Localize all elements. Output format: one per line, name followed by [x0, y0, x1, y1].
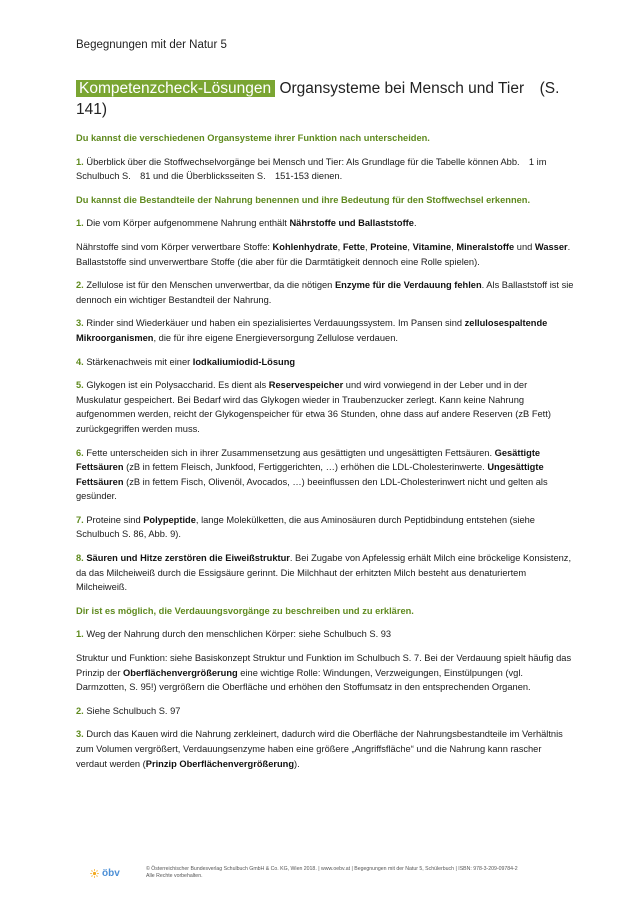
- logo-text: öbv: [102, 868, 120, 879]
- separator: .: [567, 241, 571, 252]
- answer-text: , lange Molekülketten, die aus Aminosäuren durch Peptidbindung entstehen (siehe Schulbuch S. 86, Abb. 9).: [76, 514, 535, 540]
- answer-text: Rinder sind Wiederkäuer und haben ein spezialisiertes Verdauungssystem. Im Pansen sind: [83, 318, 465, 329]
- answer-2-5: [76, 378, 574, 436]
- keyword: Wasser: [534, 241, 568, 252]
- answer-text: eine wichtige Rolle: Windungen, Verzweigungen, Einstülpungen (vgl. Darmzotten, S. 95!) vergrößern die Oberfläche und erhöhen den Stoffumsatz in den entsprechenden Organen.: [76, 667, 531, 693]
- answer-text: Stärkenachweis mit einer: [83, 356, 193, 367]
- item-number: 3.: [76, 318, 84, 329]
- item-number: 1.: [76, 156, 84, 167]
- section-heading-2: Du kannst die Bestandteile der Nahrung benennen und ihre Bedeutung für den Stoffwechsel erkennen.: [76, 194, 531, 205]
- answer-text: .: [413, 218, 417, 229]
- separator: ,: [337, 241, 343, 252]
- answer-text: Nährstoffe sind vom Körper verwertbare Stoffe:: [76, 241, 273, 252]
- answer-text: (zB in fettem Fleisch, Junkfood, Fertiggerichten, …) erhöhen die LDL-Cholesterinwerte.: [123, 462, 488, 473]
- separator: ,: [451, 241, 457, 252]
- separator: und: [514, 241, 535, 252]
- answer-text: Die vom Körper aufgenommene Nahrung enthält: [83, 218, 290, 229]
- answer-text: Durch das Kauen wird die Nahrung zerkleinert, dadurch wird die Oberfläche der Nahrungsbestandteile im Verhältnis zum Volumen vergrößert, Verdauungsenzyme haben eine größere „Angriffsfläche“ und die Nahrung kann rascher verdaut werden (: [76, 729, 563, 769]
- keyword: Kohlenhydrate: [272, 241, 338, 252]
- separator: ,: [407, 241, 413, 252]
- answer-2-1-nutrients: [76, 240, 574, 255]
- publisher-logo: [90, 868, 120, 879]
- answer-text: Zellulose ist für den Menschen unverwertbar, da die nötigen: [83, 280, 335, 291]
- answer-2-6: [76, 446, 574, 504]
- answer-3-3: [76, 727, 574, 771]
- section-heading-1: Du kannst die verschiedenen Organsysteme ihrer Funktion nach unterscheiden.: [76, 133, 430, 143]
- item-number: 8.: [76, 553, 84, 564]
- keyword: Ungesättigte Fettsäuren: [76, 462, 544, 487]
- keyword: Enzyme für die Verdauung fehlen: [334, 280, 482, 291]
- answer-3-1: [76, 627, 574, 642]
- answer-text: Weg der Nahrung durch den menschlichen Körper: siehe Schulbuch S. 93: [83, 629, 392, 640]
- item-number: 2.: [76, 705, 84, 716]
- answer-text: . Als Ballaststoff ist sie dennoch ein wichtiger Bestandteil der Nahrung.: [76, 280, 574, 305]
- answer-2-7: [76, 513, 574, 542]
- rights-line: Alle Rechte vorbehalten.: [146, 873, 203, 879]
- keyword: Mineralstoffe: [456, 241, 515, 252]
- answer-2-2: [76, 278, 574, 307]
- keyword: Säuren und Hitze zerstören die Eiweißstruktur: [83, 553, 290, 564]
- answer-2-1-fiber: Ballaststoffe sind unverwertbare Stoffe (die aber für die Darmtätigkeit dennoch eine Rolle spielen).: [76, 256, 480, 267]
- keyword: Fette: [342, 241, 366, 252]
- answer-text: Überblick über die Stoffwechselvorgänge bei Mensch und Tier: Als Grundlage für die Tabelle können Abb. 1 im Schulbuch S. 81 und die Überblicksseiten S. 151-153 dienen.: [76, 156, 547, 182]
- answer-text: . Bei Zugabe von Apfelessig erhält Milch eine bröckelige Konsistenz, da das Milcheiweiß durch die Essigsäure gerinnt. Die Milchhaut der erhitzten Milch besteht aus denaturiertem Milcheiweiß.: [76, 553, 572, 593]
- running-header: Begegnungen mit der Natur 5: [76, 39, 227, 51]
- page-title: [76, 78, 576, 120]
- item-number: 1.: [76, 629, 84, 640]
- item-number: 4.: [76, 356, 84, 367]
- answer-3-1-structure: [76, 651, 574, 695]
- separator: ,: [365, 241, 371, 252]
- keyword: Prinzip Oberflächenvergrößerung: [145, 758, 295, 769]
- answer-2-4: [76, 355, 574, 370]
- answer-text: Siehe Schulbuch S. 97: [83, 705, 181, 716]
- page-footer: [76, 865, 576, 889]
- keyword: Reservespeicher: [268, 380, 344, 391]
- answer-2-3: [76, 316, 574, 345]
- answer-3-2: [76, 704, 574, 719]
- item-number: 5.: [76, 380, 84, 391]
- keyword: Vitamine: [412, 241, 452, 252]
- copyright-notice: [146, 866, 518, 880]
- item-number: 3.: [76, 729, 84, 740]
- keyword: Proteine: [370, 241, 408, 252]
- answer-text: Glykogen ist ein Polysaccharid. Es dient als: [83, 380, 269, 391]
- copyright-line: © Österreichischer Bundesverlag Schulbuch GmbH & Co. KG, Wien 2018. | www.oebv.at | Begegnungen mit der Natur 5, Schülerbuch | ISBN: 978-3-209-09784-2: [146, 866, 518, 872]
- answer-text: , die für ihre eigene Energieversorgung Zellulose verdauen.: [153, 332, 398, 343]
- answer-text: Struktur und Funktion: siehe Basiskonzept Struktur und Funktion im Schulbuch S. 7. Bei der Verdauung spielt häufig das Prinzip der: [76, 653, 572, 678]
- answer-text: und wird vorwiegend in der Leber und in der Muskulatur gespeichert. Bei Bedarf wird das Glykogen wieder in Traubenzucker zerlegt. Kann keine Nahrung aufgenommen werden, reicht der Glykogenspeicher für etwa 36 Stunden, ohne dass auf andere Reserven (zB Fett) zurückgegriffen werden muss.: [76, 380, 551, 434]
- answer-text: ).: [294, 758, 300, 769]
- keyword: Oberflächenvergrößerung: [123, 667, 238, 678]
- answer-text: Proteine sind: [83, 514, 144, 525]
- keyword: Nährstoffe und Ballaststoffe: [289, 218, 414, 229]
- answer-2-8: [76, 551, 574, 595]
- answer-text: (zB in fettem Fisch, Olivenöl, Avocados, …) beeinflussen den LDL-Cholesterinwert nicht und gelten als gesünder.: [76, 476, 548, 502]
- sun-logo-icon: [90, 869, 99, 878]
- title-text: Organsysteme bei Mensch und Tier (S. 141): [76, 80, 560, 118]
- answer-2-1: [76, 216, 574, 231]
- item-number: 6.: [76, 447, 84, 458]
- title-badge: Kompetenzcheck-Lösungen: [76, 80, 275, 97]
- item-number: 7.: [76, 514, 84, 525]
- keyword: Gesättigte Fettsäuren: [76, 447, 541, 473]
- keyword: Polypeptide: [143, 514, 196, 525]
- item-number: 1.: [76, 218, 84, 229]
- answer-1-1: [76, 155, 574, 184]
- keyword: zellulosespaltende Mikroorganismen: [76, 318, 548, 343]
- document-body: [76, 131, 574, 780]
- answer-text: Fette unterscheiden sich in ihrer Zusammensetzung aus gesättigten und ungesättigten Fettsäuren.: [83, 447, 495, 458]
- keyword: Iodkaliumiodid-Lösung: [192, 356, 296, 367]
- section-heading-3: Dir ist es möglich, die Verdauungsvorgänge zu beschreiben und zu erklären.: [76, 605, 414, 616]
- item-number: 2.: [76, 280, 84, 291]
